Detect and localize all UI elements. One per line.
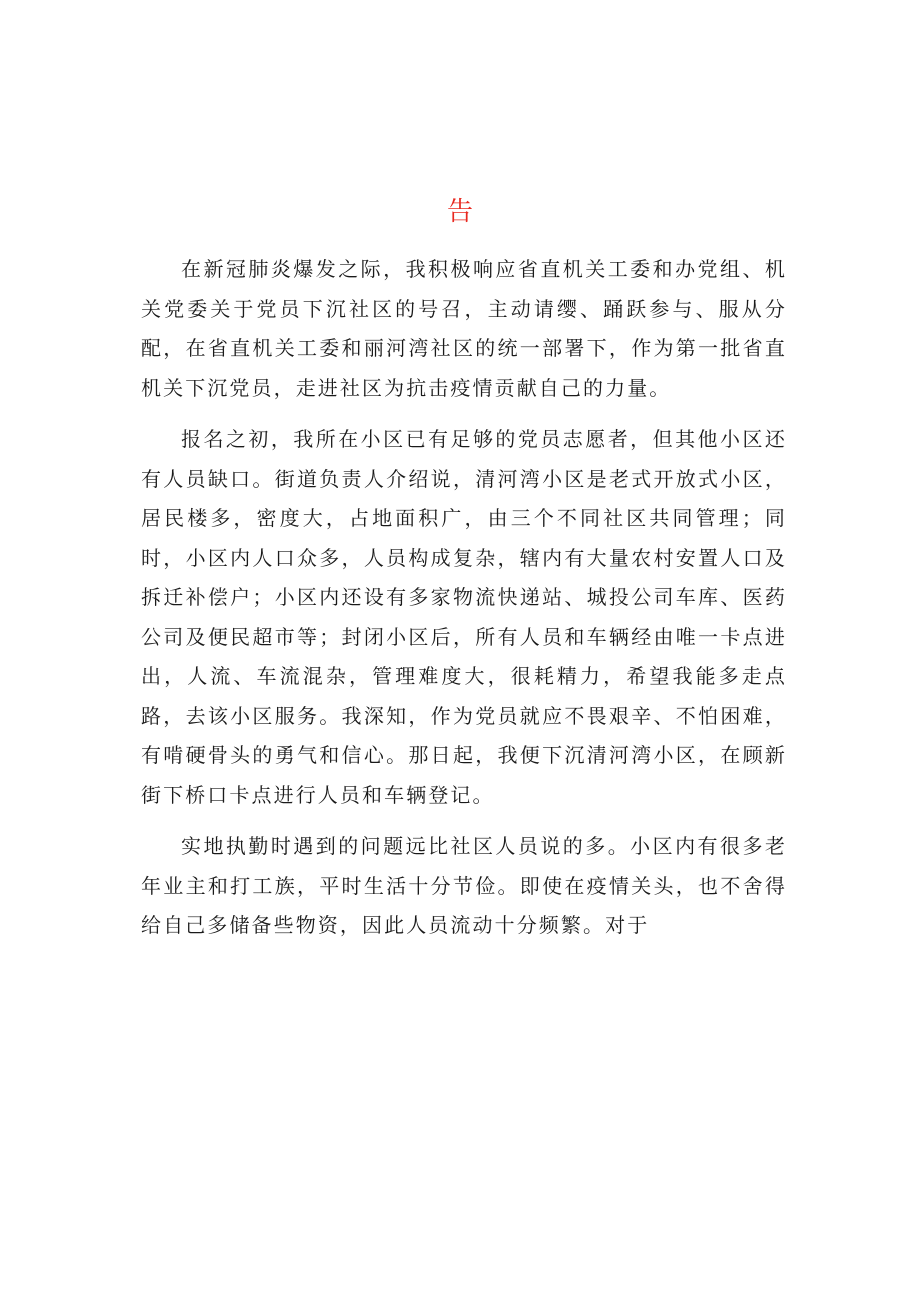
document-body <box>141 250 787 958</box>
paragraph-2: 报名之初，我所在小区已有足够的党员志愿者，但其他小区还有人员缺口。街道负责人介绍说，清河湾小区是老式开放式小区，居民楼多，密度大，占地面积广，由三个不同社区共同管理；同时，小区内人口众多，人员构成复杂，辖内有大量农村安置人口及拆迁补偿户；小区内还设有多家物流快递站、城投公司车库、医药公司及便民超市等；封闭小区后，所有人员和车辆经由唯一卡点进出，人流、车流混杂，管理难度大，很耗精力，希望我能多走点路，去该小区服务。我深知，作为党员就应不畏艰辛、不怕困难，有啃硬骨头的勇气和信心。那日起，我便下沉清河湾小区，在顾新街下桥口卡点进行人员和车辆登记。 <box>141 427 787 807</box>
paragraph-3: 实地执勤时遇到的问题远比社区人员说的多。小区内有很多老年业主和打工族，平时生活十分节俭。即使在疫情关头，也不舍得给自己多储备些物资，因此人员流动十分频繁。对于 <box>141 834 787 937</box>
paragraph-1: 在新冠肺炎爆发之际，我积极响应省直机关工委和办党组、机关党委关于党员下沉社区的号召，主动请缨、踊跃参与、服从分配，在省直机关工委和丽河湾社区的统一部署下，作为第一批省直机关下沉党员，走进社区为抗击疫情贡献自己的力量。 <box>141 257 787 400</box>
document-title: 告 <box>446 197 473 227</box>
